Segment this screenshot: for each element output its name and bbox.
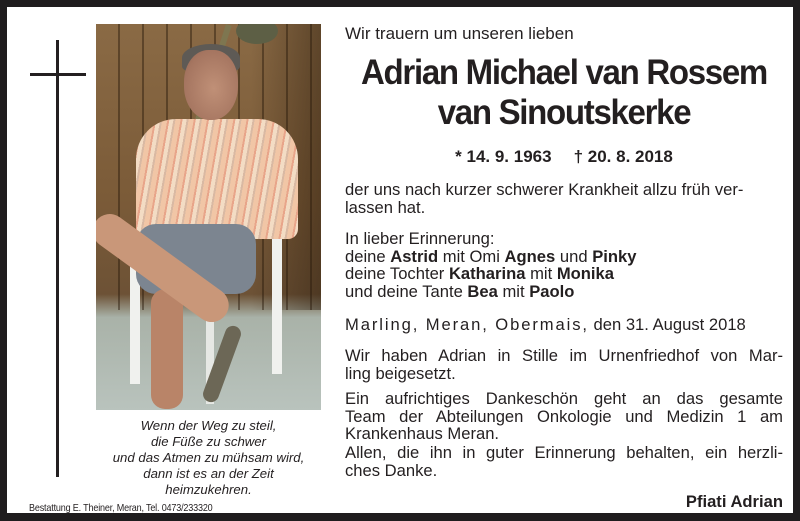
text: mit [525, 264, 557, 283]
text: deine Tochter [345, 264, 449, 283]
poem-line: und das Atmen zu mühsam wird, [112, 450, 305, 465]
memory-heading: In lieber Erinnerung: [345, 229, 495, 248]
text-line: Ein aufrichtiges Dankeschön geht an das gesamte [345, 389, 783, 408]
funeral-home-footer: Bestattung E. Theiner, Meran, Tel. 0473/233320 [29, 502, 213, 514]
mourner-line [345, 283, 783, 301]
mourners-list [345, 230, 783, 300]
text-line: ches Danke. [345, 460, 438, 480]
text-line: ling beigesetzt. [345, 363, 456, 383]
text-line: Krankenhaus Meran. [345, 424, 500, 443]
gratitude-text [345, 444, 783, 479]
text: und [555, 246, 593, 266]
name-line-1: Adrian Michael van Rossem [361, 52, 767, 92]
thanks-text [345, 390, 783, 443]
text-line: Team der Abteilungen Onkologie und Medizin 1 am [345, 406, 783, 426]
text: mit Omi [438, 246, 505, 266]
place-and-date [345, 315, 746, 335]
intro-text: Wir trauern um unseren lieben [345, 24, 574, 43]
life-dates [345, 147, 783, 167]
deceased-name [360, 52, 767, 132]
mourner-line [345, 248, 783, 266]
passing-text [345, 181, 783, 216]
burial-text [345, 347, 783, 382]
poem-line: heimzukehren. [165, 482, 252, 497]
place: Marling, Meran, Obermais, [345, 315, 589, 334]
cross-icon [56, 40, 59, 477]
poem-line: Wenn der Weg zu steil, [140, 418, 277, 433]
death-date: † 20. 8. 2018 [573, 147, 673, 166]
mourner-name: Pinky [592, 246, 637, 266]
text: mit [497, 281, 530, 301]
mourner-name: Agnes [504, 246, 556, 266]
photo-shirt [136, 119, 298, 239]
signoff: Pfiati Adrian [685, 492, 783, 511]
obituary-notice [7, 7, 793, 513]
cross-icon-bar [30, 73, 86, 76]
text-line: der uns nach kurzer schwerer Krankheit allzu früh ver- [345, 180, 744, 199]
photo-chair-leg [272, 224, 282, 374]
mourner-line [345, 265, 783, 283]
portrait-photo [96, 24, 321, 410]
poem [96, 418, 321, 498]
poem-line: dann ist es an der Zeit [143, 466, 274, 481]
mourner-name: Paolo [529, 281, 575, 301]
name-line-2: van Sinoutskerke [437, 92, 691, 132]
mourner-name: Monika [556, 264, 614, 283]
mourner-name: Bea [467, 281, 498, 301]
text: und deine Tante [345, 281, 468, 301]
text-line: lassen hat. [345, 197, 426, 217]
birth-date: * 14. 9. 1963 [455, 147, 552, 166]
photo-face [184, 50, 238, 120]
text-line: Wir haben Adrian in Stille im Urnenfriedhof von Mar- [345, 346, 783, 365]
text-line: Allen, die ihn in guter Erinnerung behalten, ein herzli- [345, 443, 783, 462]
mourner-name: Katharina [448, 264, 526, 283]
mourner-name: Astrid [390, 246, 439, 266]
date: den 31. August 2018 [588, 315, 746, 334]
poem-line: die Füße zu schwer [150, 434, 267, 449]
photo-leg [151, 289, 183, 409]
text: deine [345, 246, 391, 266]
